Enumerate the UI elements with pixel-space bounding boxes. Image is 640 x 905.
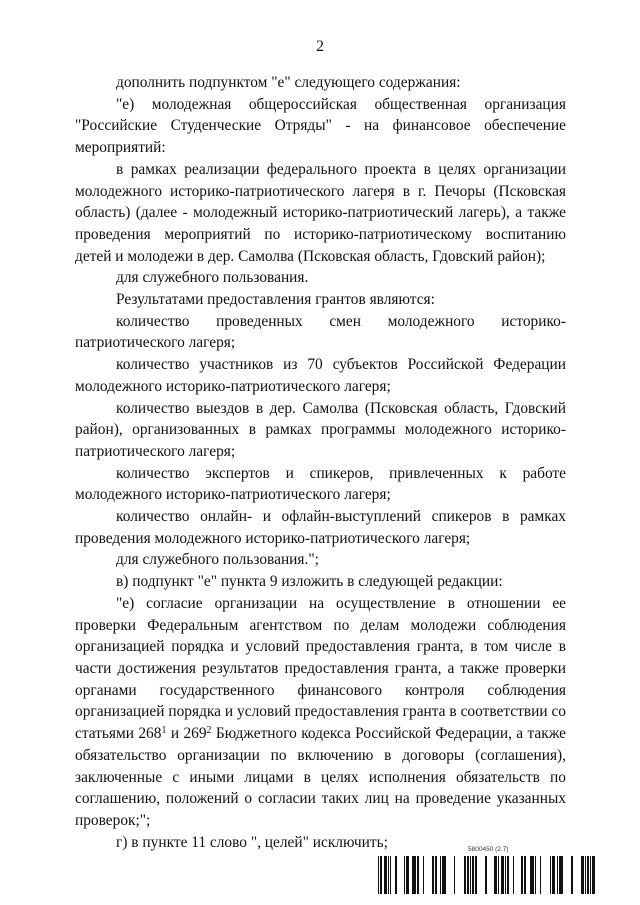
- paragraph: для служебного пользования.: [116, 269, 309, 287]
- page-number: 2: [316, 38, 324, 55]
- superscript: 1: [161, 725, 167, 737]
- paragraph-text: Бюджетного кодекса Российской Федерации, а также обязательство организации по включению в договоры (соглашения), заключенные с иными лицами в целях исполнения обязательств по соглашению, положений о согласии таких лиц на проведение указанных проверок;";: [75, 725, 566, 829]
- paragraph: Результатами предоставления грантов являются:: [116, 291, 435, 309]
- paragraph: в рамках реализации федерального проекта в целях организации молодежного историко-патриотического лагеря в г. Печоры (Псковская область) (далее - молодежный историко-патриотический лагерь), а также проведения мероприятий по историко-патриотическому воспитанию детей и молодежи в дер. Самолва (Псковская область, Гдовский район);: [75, 160, 566, 265]
- barcode-caption: 5800450 (2.7): [468, 846, 509, 853]
- paragraph: г) в пункте 11 слово ", целей" исключить;: [116, 833, 388, 851]
- paragraph: для служебного пользования.";: [116, 551, 319, 569]
- paragraph-text: и 269: [166, 725, 207, 743]
- paragraph-with-footnotes: [75, 593, 566, 832]
- superscript: 2: [206, 725, 212, 737]
- paragraph: "е) молодежная общероссийская общественная организация "Российские Студенческие Отряды" - на финансовое обеспечение мероприятий:: [75, 95, 566, 157]
- barcode-icon: [378, 856, 598, 894]
- paragraph: количество выездов в дер. Самолва (Псковская область, Гдовский район), организованных в рамках программы молодежного историко-патриотического лагеря;: [75, 399, 566, 460]
- paragraph: количество проведенных смен молодежного историко-патриотического лагеря;: [75, 312, 566, 352]
- paragraph: количество экспертов и спикеров, привлеченных к работе молодежного историко-патриотического лагеря;: [75, 464, 566, 504]
- document-footer: [378, 846, 598, 896]
- paragraph-text: "е) согласие организации на осуществление в отношении ее проверки Федеральным агентством по делам молодежи соблюдения организацией порядка и условий предоставления гранта, в том числе в части достижения результатов предоставления гранта, а также проверки органами государственного финансового контроля соблюдения организацией порядка и условий предоставления гранта в соответствии со статьями 268: [75, 594, 566, 743]
- paragraph: количество онлайн- и офлайн-выступлений спикеров в рамках проведения молодежного историко-патриотического лагеря;: [75, 508, 566, 547]
- paragraph: дополнить подпунктом "е" следующего содержания:: [116, 74, 461, 91]
- paragraph: количество участников из 70 субъектов Российской Федерации молодежного историко-патриотического лагеря;: [75, 356, 566, 395]
- paragraph: в) подпункт "е" пункта 9 изложить в следующей редакции:: [116, 573, 503, 591]
- document-body: [75, 72, 566, 853]
